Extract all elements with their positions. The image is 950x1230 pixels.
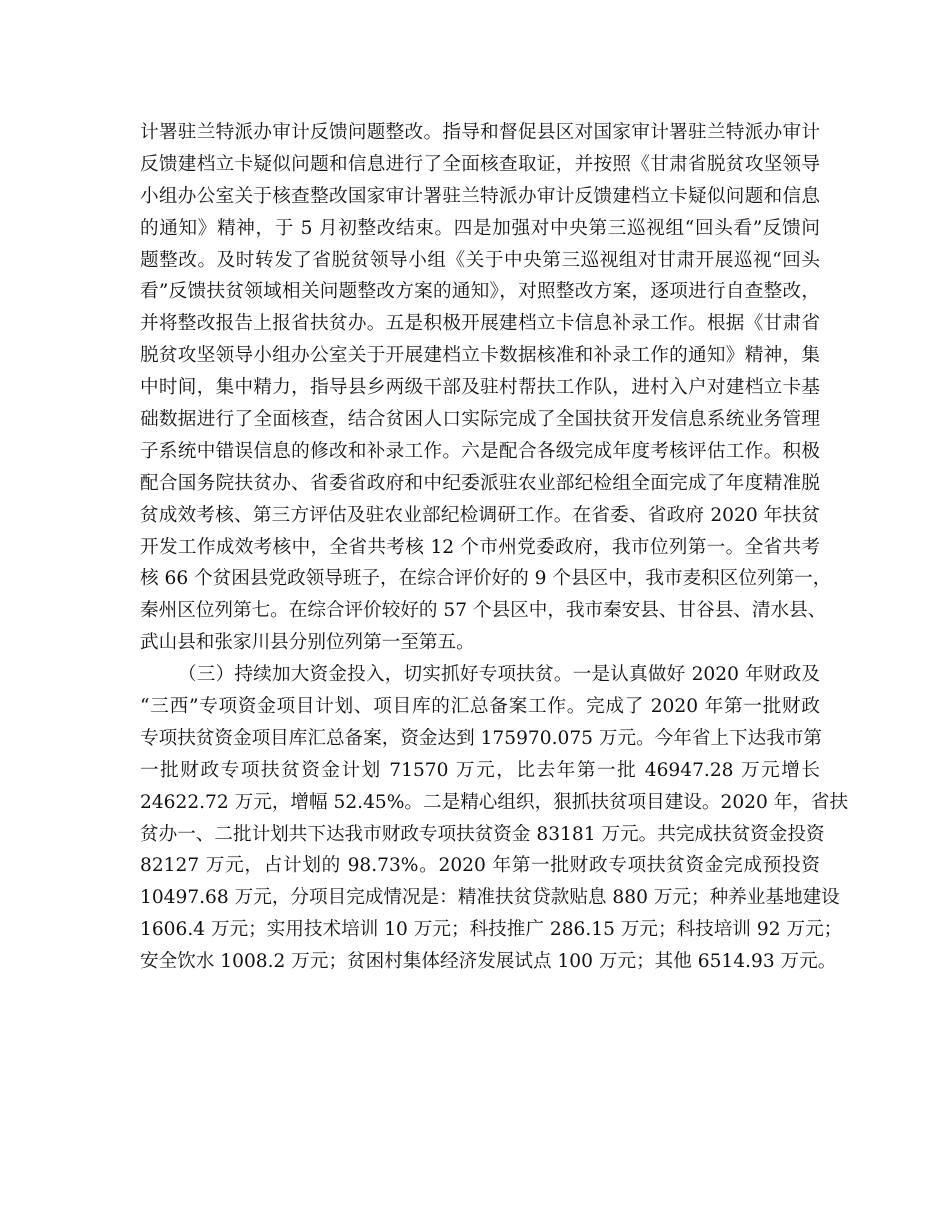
text-line: 贫成效考核、第三方评估及驻农业部纪检调研工作。在省委、省政府 2020 年扶贫 <box>140 504 820 526</box>
text-line: 安全饮水 1008.2 万元；贫困村集体经济发展试点 100 万元；其他 6514.93 万元。 <box>140 951 837 973</box>
text-line: 并将整改报告上报省扶贫办。五是积极开展建档立卡信息补录工作。根据《甘肃省 <box>140 313 820 335</box>
text-line: 82127 万元，占计划的 98.73%。2020 年第一批财政专项扶贫资金完成预投资 <box>140 855 820 877</box>
text-line: 10497.68 万元，分项目完成情况是：精准扶贫贷款贴息 880 万元；种养业基地建设 <box>140 887 840 909</box>
body-text <box>140 117 849 978</box>
text-line: 秦州区位列第七。在综合评价较好的 57 个县区中，我市秦安县、甘谷县、清水县、 <box>140 600 827 622</box>
text-line: 配合国务院扶贫办、省委省政府和中纪委派驻农业部纪检组全面完成了年度精准脱 <box>140 472 820 494</box>
text-line: 一批财政专项扶贫资金计划 71570 万元，比去年第一批 46947.28 万元增长 <box>140 759 820 781</box>
paragraph-2 <box>140 659 849 978</box>
text-line: （三）持续加大资金投入，切实抓好专项扶贫。一是认真做好 2020 年财政及 <box>178 664 820 686</box>
text-line: 专项扶贫资金项目库汇总备案，资金达到 175970.075 万元。今年省上下达我市第 <box>140 727 823 749</box>
text-line: 看”反馈扶贫领域相关问题整改方案的通知》，对照整改方案，逐项进行自查整改， <box>140 281 820 303</box>
text-line: 础数据进行了全面核查，结合贫困人口实际完成了全国扶贫开发信息系统业务管理 <box>140 409 820 431</box>
text-line: 核 66 个贫困县党政领导班子，在综合评价好的 9 个县区中，我市麦积区位列第一， <box>140 568 832 590</box>
text-line: 贫办一、二批计划共下达我市财政专项扶贫资金 83181 万元。共完成扶贫资金投资 <box>140 823 825 845</box>
text-line: 中时间，集中精力，指导县乡两级干部及驻村帮扶工作队，进村入户对建档立卡基 <box>140 377 820 399</box>
text-line: 脱贫攻坚领导小组办公室关于开展建档立卡数据核准和补录工作的通知》精神，集 <box>140 345 820 367</box>
paragraph-1 <box>140 117 832 659</box>
text-line: 1606.4 万元；实用技术培训 10 万元；科技推广 286.15 万元；科技培训 92 万元； <box>140 919 843 941</box>
text-line: 子系统中错误信息的修改和补录工作。六是配合各级完成年度考核评估工作。积极 <box>140 440 820 462</box>
text-line: 24622.72 万元，增幅 52.45%。二是精心组织，狠抓扶贫项目建设。2020 年，省扶 <box>140 791 849 813</box>
text-line: “三西”专项资金项目计划、项目库的汇总备案工作。完成了 2020 年第一批财政 <box>140 696 820 718</box>
text-line: 反馈建档立卡疑似问题和信息进行了全面核查取证，并按照《甘肃省脱贫攻坚领导 <box>140 153 820 175</box>
text-line: 开发工作成效考核中，全省共考核 12 个市州党委政府，我市位列第一。全省共考 <box>140 536 820 558</box>
text-line: 题整改。及时转发了省脱贫领导小组《关于中央第三巡视组对甘肃开展巡视“回头 <box>140 249 820 271</box>
text-line: 武山县和张家川县分别位列第一至第五。 <box>140 632 475 654</box>
text-line: 的通知》精神，于 5 月初整改结束。四是加强对中央第三巡视组“回头看”反馈问 <box>140 217 820 239</box>
text-line: 小组办公室关于核查整改国家审计署驻兰特派办审计反馈建档立卡疑似问题和信息 <box>140 185 820 207</box>
text-line: 计署驻兰特派办审计反馈问题整改。指导和督促县区对国家审计署驻兰特派办审计 <box>140 122 820 143</box>
